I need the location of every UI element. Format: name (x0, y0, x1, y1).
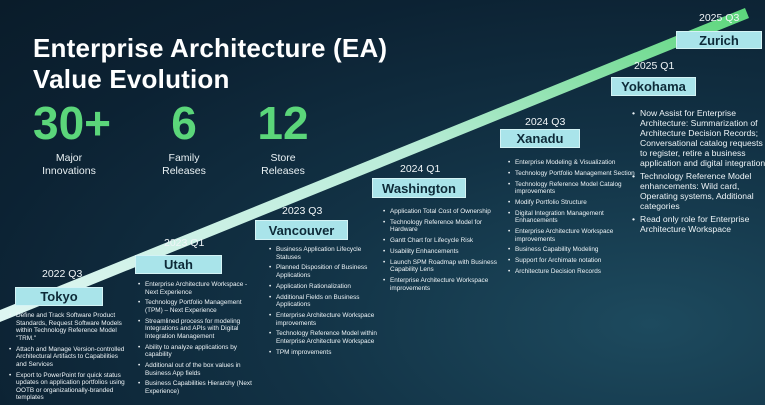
stat-label: Major Innovations (42, 152, 96, 177)
list-item: • Digital Integration Management Enhancements (515, 210, 637, 225)
stat-number: 30+ (33, 97, 112, 149)
feature-list-utah (137, 281, 257, 399)
year-xanadu: 2024 Q3 (525, 116, 566, 128)
list-item: • Planned Disposition of Business Applications (276, 264, 381, 279)
release-box-washington: Washington (372, 178, 466, 198)
list-item: • Modify Portfolio Structure (515, 199, 637, 207)
feature-list-tokyo (8, 312, 128, 405)
list-item: • Enterprise Architecture Workspace - Next Experience (145, 281, 257, 296)
list-item: • Launch SPM Roadmap with Business Capability Lens (390, 259, 510, 274)
year-utah: 2023 Q1 (164, 237, 205, 249)
feature-list-xanadu (507, 159, 637, 279)
year-washington: 2024 Q1 (400, 163, 441, 175)
list-item: • Gantt Chart for Lifecycle Risk (390, 237, 510, 245)
year-vancouver: 2023 Q3 (282, 205, 323, 217)
list-item: • Technology Portfolio Management (TPM) – Next Experience (145, 299, 257, 314)
list-item: • Support for Archimate notation (515, 257, 637, 265)
list-item: • Application Rationalization (276, 283, 381, 291)
release-box-xanadu: Xanadu (500, 129, 580, 148)
list-item: • Technology Reference Model for Hardware (390, 219, 510, 234)
year-yokohama: 2025 Q1 (634, 60, 675, 72)
title-line-1: Enterprise Architecture (EA) (33, 33, 388, 63)
feature-list-vancouver (268, 246, 381, 359)
list-item: • Enterprise Architecture Workspace improvements (390, 277, 510, 292)
list-item: • Business Capability Modeling (515, 246, 637, 254)
title-line-2: Value Evolution (33, 64, 230, 94)
year-zurich: 2025 Q3 (699, 12, 740, 24)
list-item: • Technology Reference Model within Enterprise Architecture Workspace (276, 330, 381, 345)
release-box-vancouver: Vancouver (255, 220, 348, 240)
feature-list-washington (382, 208, 510, 295)
list-item: • Streamlined process for modeling Integrations and APIs with Digital Integration Management (145, 318, 257, 341)
list-item: • Business Capabilities Hierarchy (Next Experience) (145, 380, 257, 395)
list-item: • Architecture Decision Records (515, 268, 637, 276)
release-box-utah: Utah (135, 255, 222, 274)
year-tokyo: 2022 Q3 (42, 268, 83, 280)
list-item: • Technology Reference Model enhancements: Wild card, Operating systems, Additional categories (640, 171, 765, 211)
list-item: • Usability Enhancements (390, 248, 510, 256)
list-item: • TPM improvements (276, 349, 381, 357)
list-item: • Attach and Manage Version-controlled Architectural Artifacts to Capabilities and Services (16, 346, 128, 369)
list-item: • Additional Fields on Business Applications (276, 294, 381, 309)
release-box-zurich: Zurich (676, 31, 762, 49)
list-item: • Now Assist for Enterprise Architecture: Summarization of Architecture Decision Records; Conversational catalog requests to register, retire a business application and digital integration (640, 108, 765, 168)
list-item: • Enterprise Modeling & Visualization (515, 159, 637, 167)
feature-list-yokohama (632, 108, 765, 237)
list-item: • Technology Portfolio Management Section (515, 170, 637, 178)
release-box-yokohama: Yokohama (611, 77, 696, 96)
list-item: • Application Total Cost of Ownership (390, 208, 510, 216)
stat-label: Store Releases (261, 152, 305, 177)
list-item: • Business Application Lifecycle Statuses (276, 246, 381, 261)
list-item: • Export to PowerPoint for quick status updates on application portfolios using OOTB or organizationally-branded templates (16, 372, 128, 402)
list-item: • Read only role for Enterprise Architecture Workspace (640, 214, 765, 234)
stat-number: 6 (171, 97, 197, 149)
list-item: • Additional out of the box values in Business App fields (145, 362, 257, 377)
stat-number: 12 (257, 97, 309, 149)
stat-label: Family Releases (162, 152, 206, 177)
list-item: • Ability to analyze applications by capability (145, 344, 257, 359)
list-item: • Enterprise Architecture Workspace improvements (276, 312, 381, 327)
list-item: • Technology Reference Model Catalog improvements (515, 181, 637, 196)
release-box-tokyo: Tokyo (15, 287, 103, 306)
list-item: • Enterprise Architecture Workspace improvements (515, 228, 637, 243)
list-item: • Define and Track Software Product Standards, Request Software Models within Technology Reference Model "TRM." (16, 312, 128, 342)
